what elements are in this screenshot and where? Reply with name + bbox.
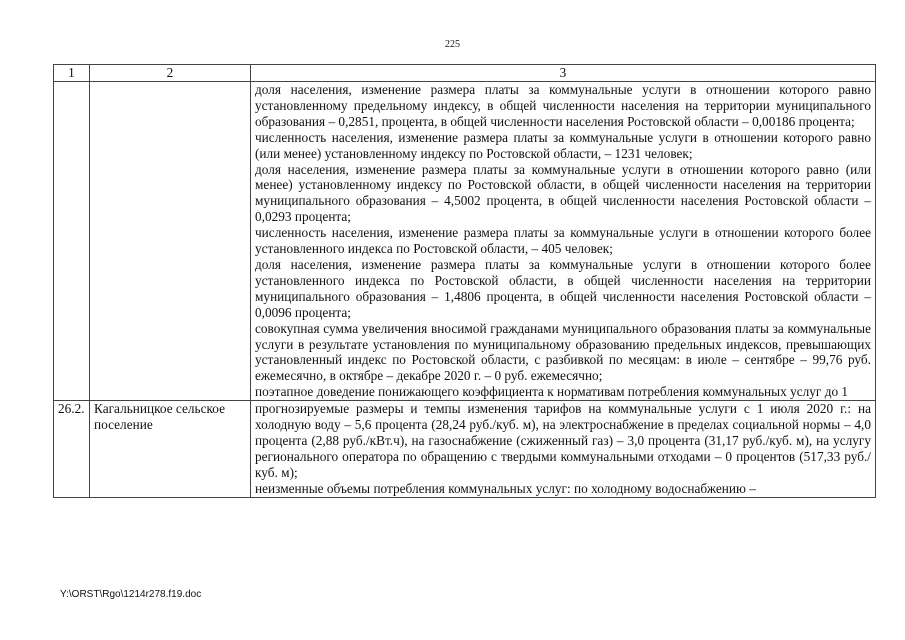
paragraph: поэтапное доведение понижающего коэффициента к нормативам потребления коммунальных услуг до 1 xyxy=(255,384,849,400)
paragraph: доля населения, изменение размера платы за коммунальные услуги в отношении которого более установленного индекса по Ростовской области, в общей численности населения на территории муниципального образования – 1,4806 процента, в общей численности населения Ростовской области – 0,0096 процента; xyxy=(255,256,871,320)
row-number-cell xyxy=(54,82,90,401)
column-number-1: 1 xyxy=(54,65,90,82)
measures-cell xyxy=(251,82,876,401)
table-row xyxy=(54,401,876,497)
row-number-cell: 26.2. xyxy=(54,401,90,497)
paragraph: численность населения, изменение размера платы за коммунальные услуги в отношении которого равно (или менее) установленному индексу по Ростовской области, – 1231 человек; xyxy=(255,129,871,161)
page-number: 225 xyxy=(445,39,460,50)
paragraph: доля населения, изменение размера платы за коммунальные услуги в отношении которого равно (или менее) установленному индексу по Ростовской области, в общей численности населения на территории муниципального образования – 4,5002 процента, в общей численности населения Ростовской области – 0,0293 процента; xyxy=(255,161,871,225)
table-row xyxy=(54,82,876,401)
file-path-footer: Y:\ORST\Rgo\1214r278.f19.doc xyxy=(60,589,202,600)
column-number-3: 3 xyxy=(251,65,876,82)
paragraph: доля населения, изменение размера платы за коммунальные услуги в отношении которого равно установленному предельному индексу, в общей численности населения на территории муниципального образования – 0,2851, процента, в общей численности населения Ростовской области – 0,00186 процента; xyxy=(255,82,871,129)
measures-cell xyxy=(251,401,876,497)
paragraph: численность населения, изменение размера платы за коммунальные услуги в отношении которого более установленного индекса по Ростовской области, – 405 человек; xyxy=(255,225,871,257)
paragraph: неизменные объемы потребления коммунальных услуг: по холодному водоснабжению – xyxy=(255,480,756,496)
settlement-name-cell: Кагальницкое сельское поселение xyxy=(90,401,251,497)
column-number-2: 2 xyxy=(90,65,251,82)
document-table xyxy=(53,64,876,498)
table-header-row xyxy=(54,65,876,82)
settlement-name-cell xyxy=(90,82,251,401)
paragraph: прогнозируемые размеры и темпы изменения тарифов на коммунальные услуги с 1 июля 2020 г.: на холодную воду – 5,6 процента (28,24 руб./куб. м), на электроснабжение в пределах социальной нормы – 4,0 процента (2,88 руб./кВт.ч), на газоснабжение (сжиженный газ) – 3,0 процента (31,17 руб./куб. м), на услугу регионального оператора по обращению с твердыми коммунальными отходами – 0 процентов (517,33 руб./куб. м); xyxy=(255,401,871,480)
paragraph: совокупная сумма увеличения вносимой гражданами муниципального образования платы за коммунальные услуги в результате установления по муниципальному образованию предельных индексов, превышающих установленный индекс по Ростовской области, с разбивкой по месяцам: в июле – сентябре – 99,76 руб. ежемесячно, в октябре – декабре 2020 г. – 0 руб. ежемесячно; xyxy=(255,320,871,384)
